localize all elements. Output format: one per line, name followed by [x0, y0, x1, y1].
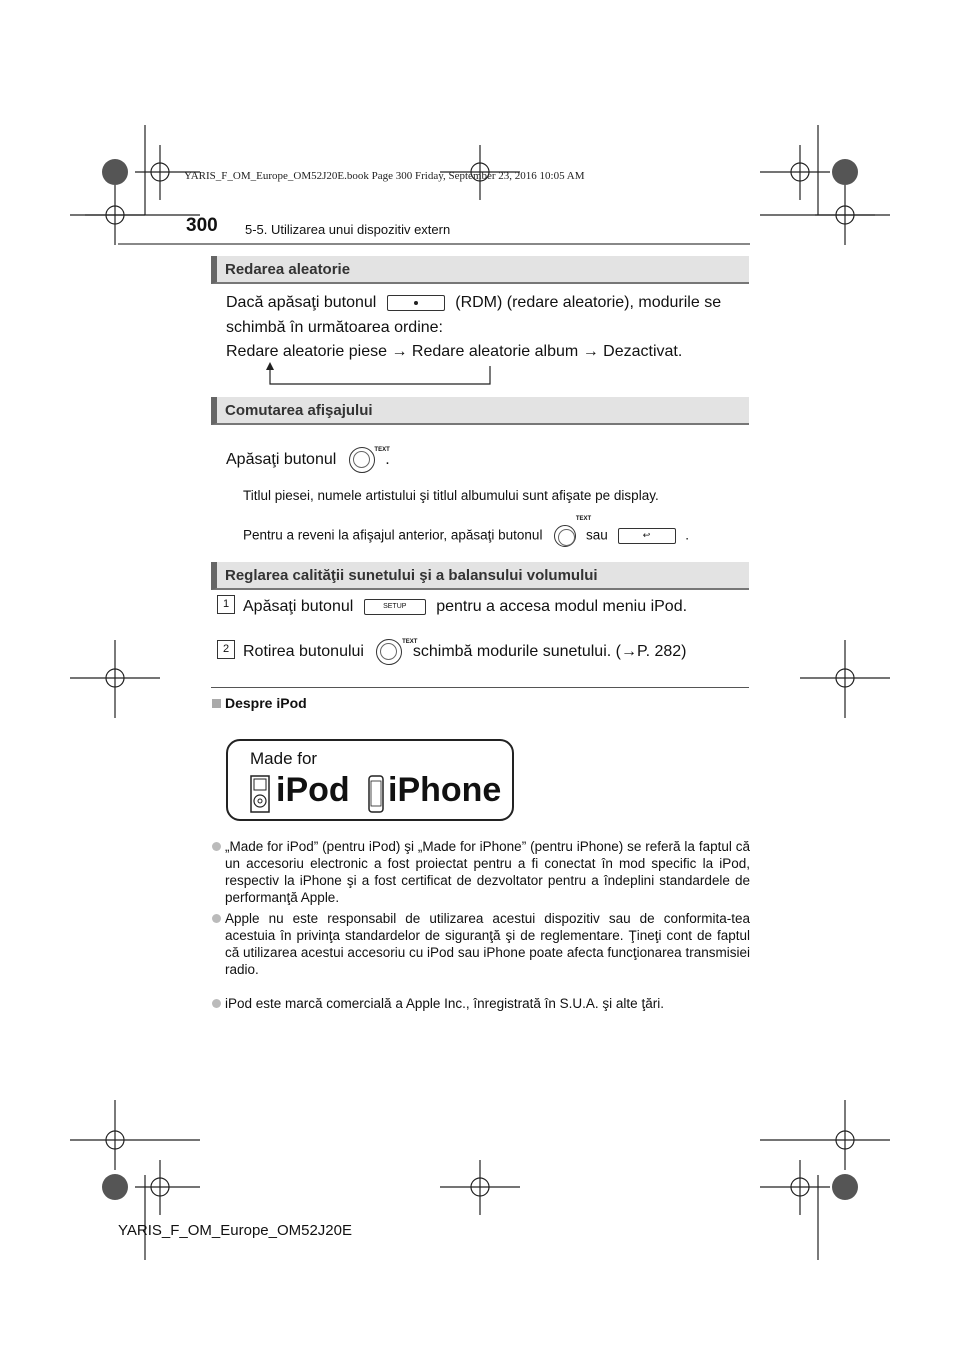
print-header: YARIS_F_OM_Europe_OM52J20E.book Page 300 Friday, September 23, 2016 10:05 AM: [184, 170, 585, 182]
step-number-2: 2: [217, 640, 235, 659]
logo-iphone: iPhone: [388, 771, 502, 809]
text-knob-icon: [349, 447, 390, 473]
random-seq-3: Dezactivat.: [603, 343, 683, 360]
period: .: [685, 527, 690, 543]
text-label: TEXT: [374, 447, 390, 453]
step-1-text: [243, 594, 687, 619]
period: .: [385, 451, 390, 469]
display-press: [226, 447, 390, 473]
back-symbol: ↩: [642, 530, 651, 540]
random-sequence: [226, 339, 682, 364]
rdm-button-icon: [387, 295, 445, 311]
setup-label: SETUP: [383, 602, 407, 610]
step-1-text-b: pentru a accesa modul meniu iPod.: [436, 598, 688, 615]
logo-made-for: Made for: [250, 749, 318, 768]
cycle-return-arrow: [260, 362, 500, 392]
about-bullet-1-text: „Made for iPod” (pentru iPod) şi „Made for iPhone” (pentru iPhone) se referă la faptul că un accesoriu electronic a fost proiectat pentru a fi conectat în mod specific la iPod, respectiv la iPhone şi a fost certificat de dezvoltator pentru a îndeplini standardele de performanţă Apple.: [225, 839, 750, 905]
step-2-text-b: schimbă modurile sunetului. (: [412, 643, 621, 661]
about-bullet-1: [212, 838, 750, 906]
section-heading-display: [211, 397, 749, 425]
display-press-text: Apăsaţi butonul: [226, 451, 337, 469]
random-line1: [226, 290, 750, 315]
about-bullet-3-text: iPod este marcă comercială a Apple Inc., înregistrată în S.U.A. şi alte ţări.: [225, 996, 664, 1011]
page-reference: P. 282): [636, 643, 687, 661]
random-line1-text-b: (RDM) (redare aleatorie), modurile se: [455, 294, 722, 311]
about-title: Despre iPod: [225, 695, 307, 711]
text-knob-icon: [554, 516, 592, 547]
display-back: [243, 516, 690, 547]
arrow-icon: →: [391, 343, 408, 360]
random-line2: schimbă în următoarea ordine:: [226, 319, 443, 336]
made-for-ipod-iphone-logo: [226, 739, 514, 821]
header-rule: [118, 243, 750, 245]
step-2-text: [243, 639, 687, 665]
random-line1-text-a: Dacă apăsaţi butonul: [226, 294, 377, 311]
bullet-dot-icon: [212, 842, 221, 851]
step-number-1: 1: [217, 595, 235, 614]
chapter-title: 5-5. Utilizarea unui dispozitiv extern: [245, 222, 451, 237]
display-back-text-b: sau: [585, 527, 608, 543]
display-back-text-a: Pentru a reveni la afişajul anterior, apăsaţi butonul: [243, 527, 543, 543]
step-2-text-a: Rotirea butonului: [243, 643, 364, 661]
about-rule: [211, 687, 749, 688]
random-seq-1: Redare aleatorie piese: [226, 343, 387, 360]
about-bullet-2: [212, 910, 750, 978]
section-heading-sound: [211, 562, 749, 590]
setup-button-icon: [364, 599, 426, 615]
section-heading-sound-label: Reglarea calităţii sunetului şi a balansului volumului: [225, 567, 598, 584]
text-label: TEXT: [402, 639, 418, 645]
about-heading: [212, 695, 307, 711]
bullet-dot-icon: [212, 914, 221, 923]
section-heading-random: [211, 256, 749, 284]
section-heading-display-label: Comutarea afişajului: [225, 402, 373, 419]
about-bullet-2-text: Apple nu este responsabil de utilizarea acestui dispozitiv sau de conformita-tea acestuia în privinţa standardelor de siguranţă şi de reglementare. Ţineţi cont de faptul că utilizarea acestui accesoriu cu iPod sau iPhone poate afecta funcţionarea transmisiei radio.: [225, 911, 750, 977]
logo-ipod: iPod: [276, 771, 350, 809]
text-label: TEXT: [575, 516, 592, 522]
square-bullet-icon: [212, 699, 221, 708]
step-1-text-a: Apăsaţi butonul: [243, 598, 354, 615]
text-knob-icon: [376, 639, 418, 665]
iphone-device-icon: [368, 775, 384, 813]
arrow-icon: →: [582, 343, 599, 360]
section-heading-random-label: Redarea aleatorie: [225, 261, 351, 278]
display-info: Titlul piesei, numele artistului şi titlul albumului sunt afişate pe display.: [243, 488, 659, 503]
random-seq-2: Redare aleatorie album: [411, 343, 579, 360]
ipod-device-icon: [250, 775, 270, 813]
footer-code: YARIS_F_OM_Europe_OM52J20E: [118, 1222, 353, 1239]
bullet-dot-icon: [212, 999, 221, 1008]
arrow-icon: →: [620, 643, 637, 661]
back-button-icon: [618, 528, 676, 544]
about-bullet-3: [212, 995, 750, 1012]
page-number: 300: [186, 215, 218, 236]
